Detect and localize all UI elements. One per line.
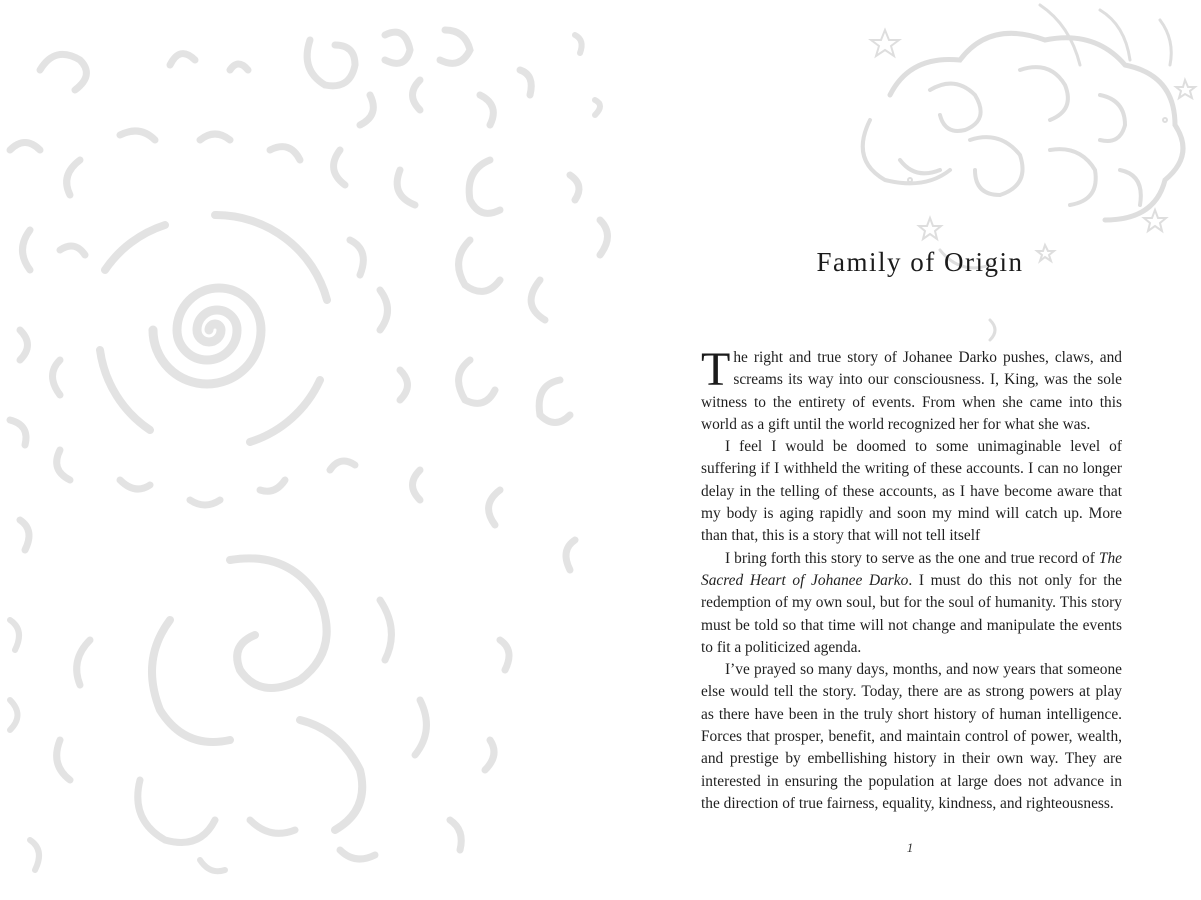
paragraph-2	[701, 436, 1122, 547]
book-title-italic: The Sacred Heart of Johanee Darko	[701, 549, 1122, 589]
paragraph-4-text: I’ve prayed so many days, months, and now years that someone else would tell the story. Today, there are as strong powers at play as there have been in the truly short history of human intelligence. Forces that prosper, benefit, and maintain control of power, wealth, and prestige by embellishing history in their own way. They are interested in ensuring the population at large does not advance in the direction of true fairness, equality, kindness, and righteousness.	[701, 661, 1122, 812]
paragraph-3	[701, 548, 1122, 659]
paragraph-4	[701, 659, 1122, 815]
drop-cap: T	[701, 343, 731, 396]
chapter-title: Family of Origin	[816, 247, 1024, 277]
right-page	[640, 0, 1201, 900]
paragraph-2-text: I feel I would be doomed to some unimaginable level of suffering if I withheld the writing of these accounts. I can no longer delay in the telling of these accounts, as I have become aware that my body is aging rapidly and soon my mind will catch up. More than that, this is a story that will not tell itself	[701, 438, 1122, 545]
paragraph-3-tail: . I must do this not only for the redemption of my own soul, but for the soul of humanity. This story must be told so that time will not change and manipulate the events to fit a politicized agenda.	[701, 571, 1122, 656]
cloud-stars-icon	[640, 0, 1201, 360]
paragraph-3-text: I bring forth this story to serve as the one and true record of	[725, 549, 1099, 567]
paragraph-1	[701, 343, 1122, 436]
page-number: 1	[906, 840, 914, 855]
paragraph-1-text: he right and true story of Johanee Darko pushes, claws, and screams its way into our consciousness. I, King, was the sole witness to the entirety of events. From when she came into this world as a gift until the world recognized her for what she was.	[701, 349, 1122, 433]
chapter-body	[701, 343, 1122, 815]
